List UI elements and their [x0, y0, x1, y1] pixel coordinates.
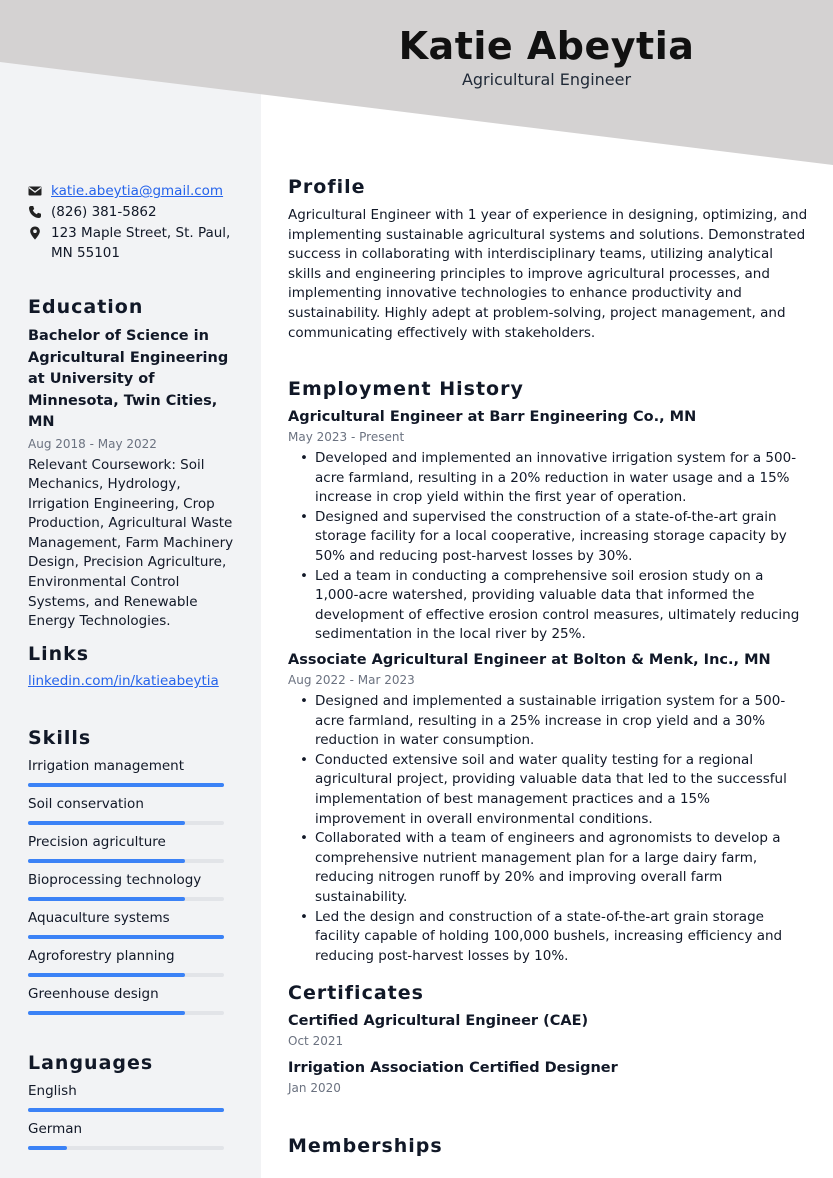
- list-item: • Led a team in conducting a comprehensive soil erosion study on a 1,000-acre watershed, providing valuable data that informed the development of effective erosion control measures, ultimately reducing sedimentation in the local river by 25%.: [288, 567, 803, 645]
- skill-level-fill: [28, 821, 185, 825]
- profile-text: Agricultural Engineer with 1 year of experience in designing, optimizing, and implementing sustainable agricultural systems and solutions. Demonstrated success in collaborating with interdisciplinary teams, utilizing analytical skills and engineering principles to improve agricultural processes, and implementing innovative technologies to enhance productivity and sustainability. Highly adept at problem-solving, project management, and communicating effectively with stakeholders.: [288, 207, 808, 341]
- language-level-bar: [28, 1108, 224, 1112]
- links-heading: Links: [28, 643, 90, 665]
- profile-heading: Profile: [288, 176, 366, 198]
- job-1-bullets: [288, 449, 803, 645]
- education-entry: [28, 326, 238, 632]
- languages-heading: Languages: [28, 1052, 154, 1074]
- candidate-name: Katie Abeytia: [398, 24, 695, 68]
- list-item: • Collaborated with a team of engineers and agronomists to develop a comprehensive nutrient management plan for a large dairy farm, reducing nitrogen runoff by 20% and improving overall farm sustainability.: [288, 829, 803, 907]
- language-level-bar: [28, 1146, 224, 1150]
- language-name: German: [28, 1121, 83, 1137]
- job-2-bullets: [288, 692, 803, 966]
- skill-level-bar: [28, 897, 224, 901]
- skill-item: [28, 757, 224, 787]
- skill-name: Precision agriculture: [28, 834, 166, 850]
- skill-item: [28, 985, 224, 1015]
- certificates-heading: Certificates: [288, 982, 424, 1004]
- language-item: [28, 1120, 224, 1150]
- skill-level-bar: [28, 935, 224, 939]
- linkedin-link[interactable]: linkedin.com/in/katieabeytia: [28, 673, 219, 689]
- language-item: [28, 1082, 224, 1112]
- skill-level-bar: [28, 859, 224, 863]
- envelope-icon: [28, 184, 42, 198]
- skill-name: Aquaculture systems: [28, 910, 170, 926]
- memberships-heading: Memberships: [288, 1135, 443, 1157]
- skill-name: Greenhouse design: [28, 986, 159, 1002]
- skills-heading: Skills: [28, 727, 92, 749]
- list-item: • Developed and implemented an innovative irrigation system for a 500-acre farmland, resulting in a 20% reduction in water usage and a 15% increase in crop yield within the first year of operation.: [288, 449, 803, 508]
- certificate-date: Oct 2021: [288, 1034, 344, 1048]
- employment-heading: Employment History: [288, 378, 524, 400]
- job-title: Agricultural Engineer: [461, 70, 632, 89]
- list-item: • Designed and supervised the construction of a state-of-the-art grain storage facility for a local cooperative, increasing storage capacity by 50% and reducing post-harvest losses by 30%.: [288, 508, 803, 567]
- education-heading: Education: [28, 296, 144, 318]
- list-item: • Conducted extensive soil and water quality testing for a regional agricultural project, providing valuable data that led to the successful implementation of best management practices and a 15% improvement in overall environmental conditions.: [288, 751, 803, 829]
- education-date: Aug 2018 - May 2022: [28, 436, 157, 451]
- language-name: English: [28, 1083, 77, 1099]
- certificate-name: Certified Agricultural Engineer (CAE): [288, 1013, 589, 1029]
- phone-icon: [28, 205, 42, 219]
- skill-item: [28, 795, 224, 825]
- skill-name: Agroforestry planning: [28, 948, 175, 964]
- list-item: • Led the design and construction of a state-of-the-art grain storage facility capable of holding 100,000 bushels, increasing efficiency and reducing post-harvest losses by 10%.: [288, 908, 803, 967]
- contact-email: [28, 181, 243, 201]
- skill-level-fill: [28, 783, 224, 787]
- skill-level-fill: [28, 859, 185, 863]
- skill-level-bar: [28, 1011, 224, 1015]
- contact-info: [28, 181, 243, 264]
- skill-level-bar: [28, 973, 224, 977]
- job-2-title: Associate Agricultural Engineer at Bolton & Menk, Inc., MN: [288, 652, 771, 668]
- job-1-date: May 2023 - Present: [288, 430, 405, 444]
- phone-number: (826) 381-5862: [51, 204, 157, 220]
- email-link[interactable]: katie.abeytia@gmail.com: [51, 183, 224, 199]
- skill-level-fill: [28, 935, 224, 939]
- language-level-fill: [28, 1146, 67, 1150]
- certificate-name: Irrigation Association Certified Designer: [288, 1060, 618, 1076]
- contact-address: [28, 223, 243, 263]
- job-2-date: Aug 2022 - Mar 2023: [288, 673, 415, 687]
- skill-item: [28, 871, 224, 901]
- contact-phone: [28, 202, 243, 222]
- skill-item: [28, 909, 224, 939]
- skill-item: [28, 947, 224, 977]
- list-item: • Designed and implemented a sustainable irrigation system for a 500-acre farmland, resulting in a 25% increase in crop yield and a 30% reduction in water consumption.: [288, 692, 803, 751]
- skill-level-bar: [28, 783, 224, 787]
- degree-title: Bachelor of Science in Agricultural Engineering at University of Minnesota, Twin Cities, MN: [28, 328, 229, 430]
- skill-level-fill: [28, 1011, 185, 1015]
- skill-name: Bioprocessing technology: [28, 872, 202, 888]
- job-1-title: Agricultural Engineer at Barr Engineering Co., MN: [288, 409, 697, 425]
- address-text: 123 Maple Street, St. Paul, MN 55101: [51, 225, 231, 261]
- skill-name: Irrigation management: [28, 758, 185, 774]
- certificate-date: Jan 2020: [288, 1081, 341, 1095]
- language-level-fill: [28, 1108, 224, 1112]
- skill-name: Soil conservation: [28, 796, 144, 812]
- skill-item: [28, 833, 224, 863]
- skill-level-bar: [28, 821, 224, 825]
- coursework-text: Relevant Coursework: Soil Mechanics, Hydrology, Irrigation Engineering, Crop Production, Agricultural Waste Management, Farm Machinery Design, Precision Agriculture, Environmental Control Systems, and Renewable Energy Technologies.: [28, 456, 234, 630]
- skill-level-fill: [28, 973, 185, 977]
- map-pin-icon: [28, 226, 42, 240]
- skill-level-fill: [28, 897, 185, 901]
